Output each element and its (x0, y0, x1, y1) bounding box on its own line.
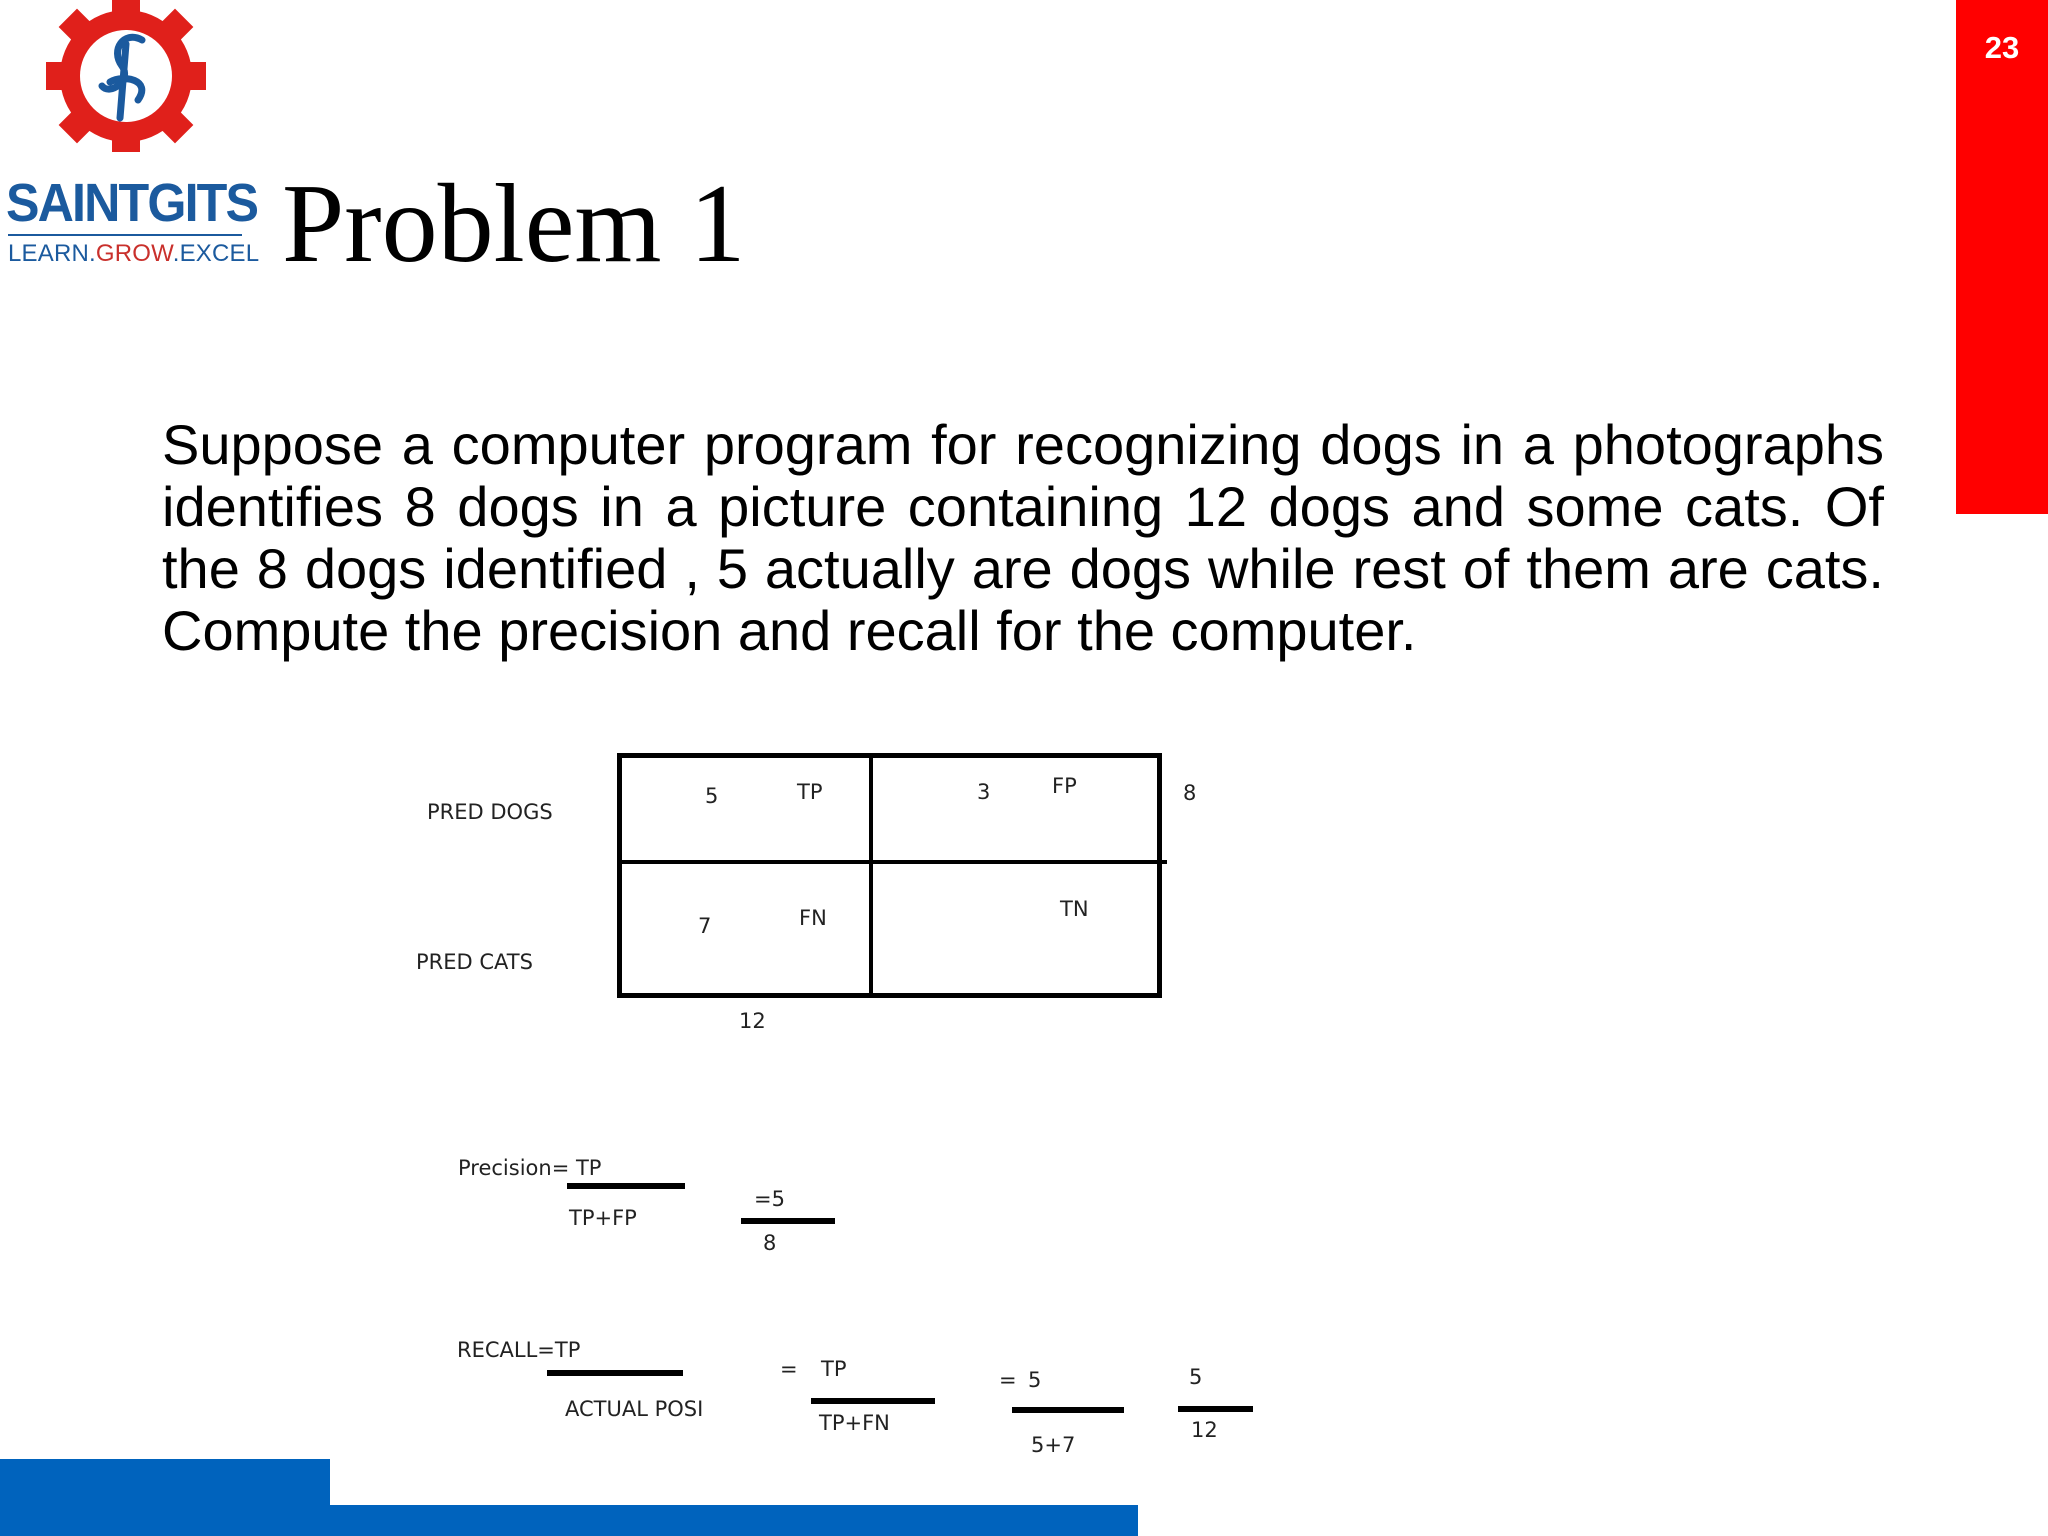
precision-denominator: TP+FP (569, 1206, 637, 1230)
precision-result-bar (741, 1218, 835, 1224)
slide-title: Problem 1 (282, 162, 746, 286)
precision-fraction-bar (567, 1183, 685, 1189)
logo-wordmark: SAINTGITS (6, 173, 258, 233)
footer-bar-left (0, 1459, 330, 1536)
cell-tn-tag: TN (1060, 897, 1089, 921)
precision-result-denominator: 8 (763, 1231, 777, 1255)
side-accent-bar (1956, 0, 2048, 514)
tagline-grow: GROW (95, 240, 173, 267)
recall-eq2-sign: = (999, 1368, 1017, 1392)
tagline-learn: LEARN. (8, 240, 96, 267)
column-total: 12 (739, 1009, 766, 1033)
matrix-left-border (617, 753, 622, 998)
matrix-bottom-border (617, 993, 1162, 998)
recall-eq1-sign: = (780, 1357, 798, 1381)
row-label-pred-dogs: PRED DOGS (427, 800, 553, 824)
recall-eq1-numerator: TP (821, 1357, 847, 1381)
recall-eq3-denominator: 12 (1191, 1418, 1218, 1442)
matrix-middle-divider (617, 860, 1167, 864)
recall-denominator: ACTUAL POSI (565, 1397, 704, 1421)
recall-eq3-bar (1178, 1406, 1253, 1412)
tagline-excel: .EXCEL (172, 240, 260, 267)
matrix-top-border (617, 753, 1162, 758)
cell-fp-value: 3 (977, 780, 991, 804)
cell-tp-value: 5 (705, 784, 719, 808)
gear-logo-icon (40, 0, 212, 160)
matrix-right-border (1157, 753, 1162, 998)
logo-tagline (8, 240, 259, 268)
problem-statement: Suppose a computer program for recognizing dogs in a photographs identifies 8 dogs in a picture containing 12 dogs and some cats. Of the 8 dogs identified , 5 actually are dogs while rest of them are cats. Compute the precision and recall for the computer. (162, 413, 1884, 662)
recall-eq2-denominator: 5+7 (1031, 1433, 1076, 1457)
cell-tp-tag: TP (797, 780, 823, 804)
recall-formula-lhs: RECALL=TP (457, 1338, 581, 1362)
cell-fn-value: 7 (698, 914, 712, 938)
recall-eq3-numerator: 5 (1189, 1365, 1203, 1389)
recall-eq1-bar (811, 1398, 935, 1404)
recall-eq1-denominator: TP+FN (819, 1411, 890, 1435)
cell-fp-tag: FP (1052, 774, 1077, 798)
row-total: 8 (1183, 781, 1197, 805)
precision-result-numerator: =5 (754, 1187, 785, 1211)
logo-divider (8, 234, 242, 236)
row-label-pred-cats: PRED CATS (416, 950, 533, 974)
precision-formula-lhs: Precision= TP (458, 1156, 602, 1180)
recall-fraction-bar (547, 1370, 683, 1376)
slide-number: 23 (1984, 30, 2020, 65)
footer-bar (330, 1505, 1138, 1536)
matrix-center-divider (869, 753, 873, 998)
recall-eq2-bar (1012, 1407, 1124, 1413)
recall-eq2-numerator: 5 (1028, 1368, 1042, 1392)
cell-fn-tag: FN (799, 906, 827, 930)
